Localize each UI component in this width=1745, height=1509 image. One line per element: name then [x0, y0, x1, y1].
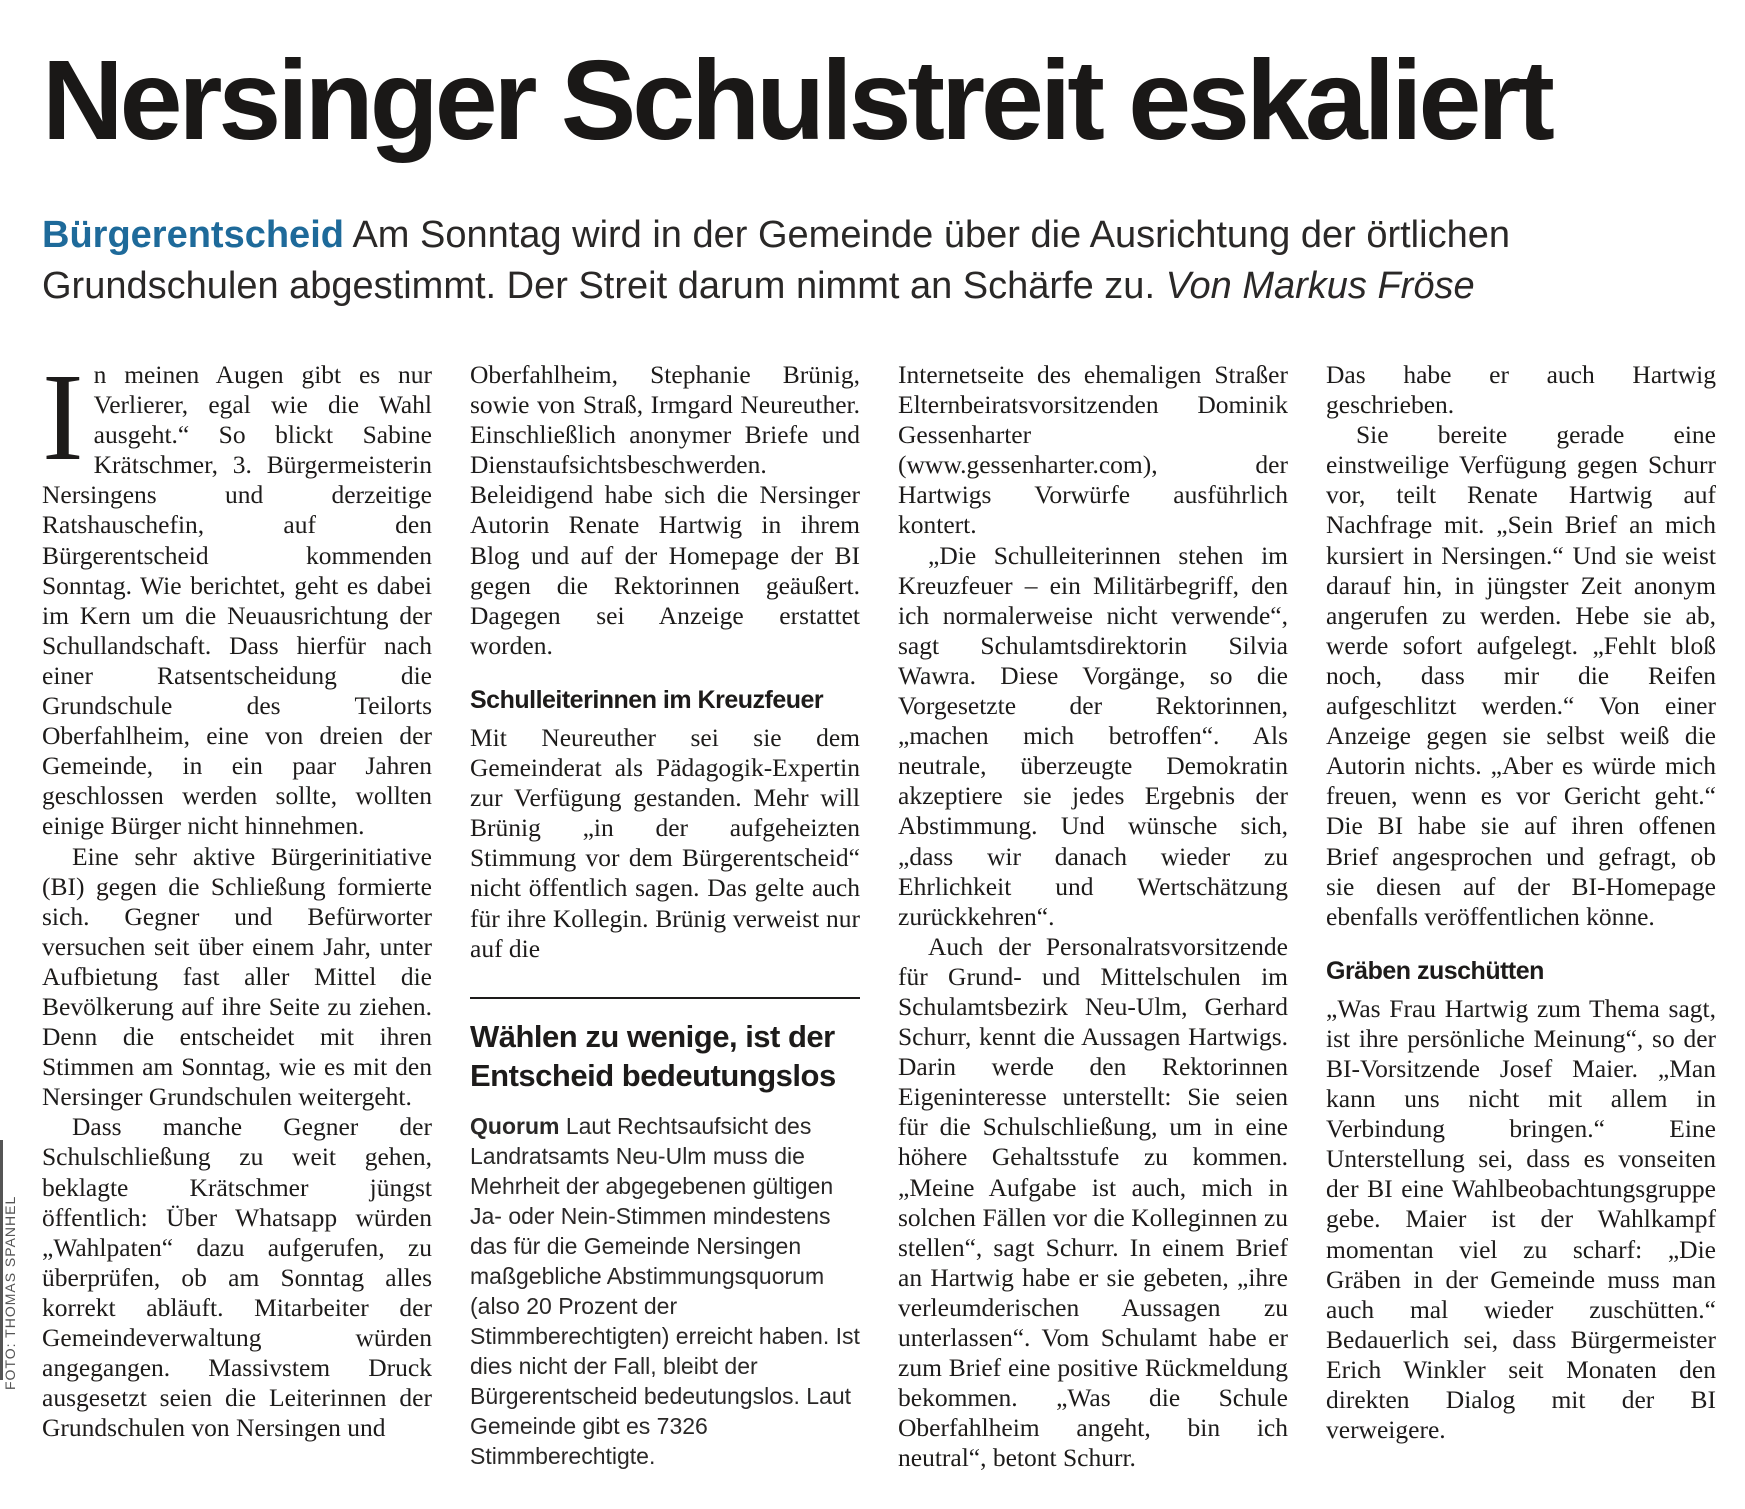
subhead-graeben: Gräben zuschütten	[1326, 956, 1544, 985]
article-paragraph: „Die Schulleiterinnen stehen im Kreuzfeuer – ein Militärbegriff, den ich normalerweise nicht verwende“, sagt Schulamtsdirektorin Silvia Wawra. Diese Vorgänge, so die Vorgesetzte der Rektorinnen, „machen mich betroffen“. Als neutrale, überzeugte Demokratin akzeptiere sie jedes Ergebnis der Abstimmung. Und wünsche sich, „dass wir danach wieder zu Ehrlichkeit und Wertschätzung zurückkehren“.	[898, 540, 1288, 931]
deck-kicker: Bürgerentscheid	[42, 214, 344, 256]
article-paragraph: Sie bereite gerade eine einstweilige Verfügung gegen Schurr vor, teilt Renate Hartwig auf Nachfrage mit. „Sein Brief an mich kursiert in Nersingen.“ Und sie weist darauf hin, in jüngster Zeit anonym angerufen zu werden. Hebe sie ab, werde sofort aufgelegt. „Fehlt bloß noch, dass mir die Reifen aufgeschlitzt werden.“ Von einer Anzeige gegen sie selbst weiß die Autorin nichts. „Aber es würde mich freuen, wenn es vor Gericht geht.“ Die BI habe sie auf ihren offenen Brief angesprochen und gefragt, ob sie diesen auf der BI-Homepage ebenfalls veröffentlichen könne.	[1326, 420, 1716, 931]
info-box	[470, 997, 860, 1485]
article-paragraph: „Was Frau Hartwig zum Thema sagt, ist ihre persönliche Meinung“, so der BI-Vorsitzende Josef Maier. „Man kann uns nicht mit allem in Verbindung bringen.“ Eine Unterstellung sei, dass es vonseiten der BI eine Wahlbeobachtungsgruppe gebe. Maier ist der Wahlkampf momentan viel zu scharf: „Die Gräben in der Gemeinde muss man auch mal wieder zuschütten.“ Bedauerlich sei, dass Bürgermeister Erich Winkler seit Monaten den direkten Dialog mit der BI verweigere.	[1326, 993, 1716, 1445]
article-paragraph: Mit Neureuther sei sie dem Gemeinderat als Pädagogik-Expertin zur Verfügung gestanden. Mehr will Brünig „in der aufgeheizten Stimmung vor dem Bürgerentscheid“ nicht öffentlich sagen. Das gelte auch für ihre Kollegin. Brünig verweist nur auf die	[470, 722, 860, 963]
byline: Von Markus Fröse	[1165, 265, 1475, 307]
article-paragraph: In meinen Augen gibt es nur Verlierer, egal wie die Wahl ausgeht.“ So blickt Sabine Krätschmer, 3. Bürgermeisterin Nersingens und derzeitige Ratshauschefin, auf den Bürgerentscheid kommenden Sonntag. Wie berichtet, geht es dabei im Kern um die Neuausrichtung der Schullandschaft. Dass hierfür nach einer Ratsentscheidung die Grundschule des Teilorts Oberfahlheim, eine von dreien der Gemeinde, in ein paar Jahren geschlossen werden sollte, wollten einige Bürger nicht hinnehmen.	[42, 360, 432, 841]
photo-credit: FOTO: THOMAS SPANHEL	[2, 1195, 18, 1390]
info-box-title: Wählen zu wenige, ist der Entscheid bedeutungslos	[470, 1018, 836, 1093]
dropcap: I	[42, 360, 84, 487]
article-paragraph: Oberfahlheim, Stephanie Brünig, sowie von Straß, Irmgard Neureuther. Einschließlich anonymer Briefe und Dienstaufsichtsbeschwerden. Beleidigend habe sich die Nersinger Autorin Renate Hartwig in ihrem Blog und auf der Homepage der BI gegen die Rektorinnen geäußert. Dagegen sei Anzeige erstattet worden.	[470, 360, 860, 660]
article-column-4	[1326, 360, 1716, 1485]
deck	[42, 210, 1702, 312]
article-paragraph: Internetseite des ehemaligen Straßer Elternbeiratsvorsitzenden Dominik Gessenharter (www.gessenharter.com), der Hartwigs Vorwürfe ausführlich kontert.	[898, 360, 1288, 540]
subhead-kreuzfeuer: Schulleiterinnen im Kreuzfeuer	[470, 685, 824, 714]
article-paragraph: Dass manche Gegner der Schulschließung zu weit gehen, beklagte Krätschmer jüngst öffentlich: Über Whatsapp würden „Wahlpaten“ dazu aufgerufen, zu überprüfen, ob am Sonntag alles korrekt abläuft. Mitarbeiter der Gemeindeverwaltung würden angegangen. Massivstem Druck ausgesetzt seien die Leiterinnen der Grundschulen von Nersingen und	[42, 1112, 432, 1443]
deck-text: Am Sonntag wird in der Gemeinde über die Ausrichtung der örtlichen Grundschulen abgestimmt. Der Streit darum nimmt an Schärfe zu.	[42, 214, 1510, 307]
article-column-1	[42, 360, 432, 1485]
info-box-lead: Quorum	[470, 1112, 560, 1139]
article-paragraph: Das habe er auch Hartwig geschrieben.	[1326, 360, 1716, 420]
article-paragraph: Auch der Personalratsvorsitzende für Grund- und Mittelschulen im Schulamtsbezirk Neu-Ulm, Gerhard Schurr, kennt die Aussagen Hartwigs. Darin werde den Rektorinnen Eigeninteresse unterstellt: Sie seien für die Schulschließung, um in eine höhere Gehaltsstufe zu kommen. „Meine Aufgabe ist auch, mich in solchen Fällen vor die Kolleginnen zu stellen“, sagt Schurr. In einem Brief an Hartwig habe er sie gebeten, „ihre verleumderischen Aussagen zu unterlassen“. Vom Schulamt habe er zum Brief eine positive Rückmeldung bekommen. „Was die Schule Oberfahlheim angeht, bin ich neutral“, betont Schurr.	[898, 931, 1288, 1473]
article-column-2	[470, 360, 860, 1485]
info-box-text: Quorum Laut Rechtsaufsicht des Landratsamts Neu-Ulm muss die Mehrheit der abgegebenen gültigen Ja- oder Nein-Stimmen mindestens das für die Gemeinde Nersingen maßgebliche Abstimmungsquorum (also 20 Prozent der Stimmberechtigten) erreicht haben. Ist dies nicht der Fall, bleibt der Bürgerentscheid bedeutungslos. Laut Gemeinde gibt es 7326 Stimmberechtigte.	[470, 1112, 860, 1469]
article-paragraph: Eine sehr aktive Bürgerinitiative (BI) gegen die Schließung formierte sich. Gegner und Befürworter versuchen seit über einem Jahr, unter Aufbietung fast aller Mittel die Bevölkerung auf ihre Seite zu ziehen. Denn die entscheidet mit ihren Stimmen am Sonntag, wie es mit den Nersinger Grundschulen weitergeht.	[42, 841, 432, 1112]
article-column-3	[898, 360, 1288, 1485]
headline: Nersinger Schulstreit eskaliert	[42, 37, 1551, 163]
